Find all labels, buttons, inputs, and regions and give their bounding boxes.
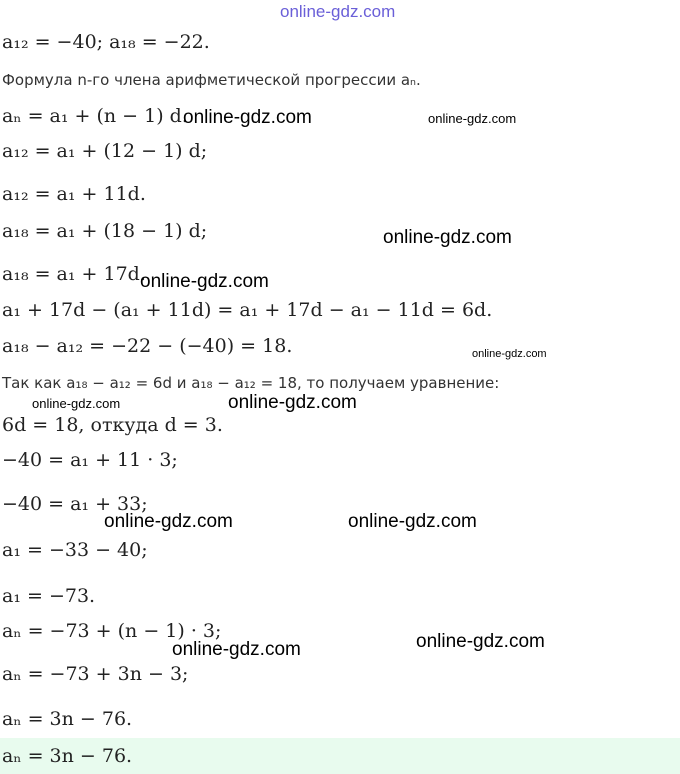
formula-caption: Формула n-го члена арифметической прогрессии aₙ. — [2, 71, 421, 89]
given-values: a₁₂ = −40; a₁₈ = −22. — [2, 31, 210, 53]
watermark: online-gdz.com — [32, 396, 121, 411]
equation-line: 6d = 18, откуда d = 3. — [2, 414, 223, 436]
watermark: online-gdz.com — [383, 227, 512, 248]
equation-line: a₁₈ = a₁ + (18 − 1) d; — [2, 220, 208, 242]
reasoning-text: Так как a₁₈ − a₁₂ = 6d и a₁₈ − a₁₂ = 18, то получаем уравнение: — [2, 374, 500, 392]
watermark: online-gdz.com — [228, 392, 357, 413]
equation-line: aₙ = 3n − 76. — [2, 708, 133, 730]
equation-line: a₁₂ = a₁ + (12 − 1) d; — [2, 140, 208, 162]
watermark: online-gdz.com — [416, 631, 545, 652]
equation-line: a₁₂ = a₁ + 11d. — [2, 183, 146, 205]
watermark: online-gdz.com — [104, 511, 233, 532]
equation-line: aₙ = −73 + (n − 1) · 3; — [2, 620, 222, 642]
equation-line: −40 = a₁ + 11 · 3; — [2, 449, 178, 471]
final-answer: aₙ = 3n − 76. — [2, 745, 133, 767]
equation-line: a₁₈ − a₁₂ = −22 − (−40) = 18. — [2, 335, 293, 357]
equation-line: a₁ = −73. — [2, 585, 96, 607]
watermark: online-gdz.com — [428, 111, 517, 126]
watermark: online-gdz.com — [172, 639, 301, 660]
equation-line: a₁ = −33 − 40; — [2, 539, 148, 561]
watermark: online-gdz.com — [183, 107, 312, 128]
watermark: online-gdz.com — [472, 348, 547, 360]
equation-line: a₁₈ = a₁ + 17d. — [2, 263, 146, 285]
equation-line: a₁ + 17d − (a₁ + 11d) = a₁ + 17d − a₁ − 11d = 6d. — [2, 299, 493, 321]
watermark: online-gdz.com — [140, 271, 269, 292]
equation-line: −40 = a₁ + 33; — [2, 493, 148, 515]
watermark: online-gdz.com — [348, 511, 477, 532]
watermark: online-gdz.com — [280, 2, 396, 21]
equation-line: aₙ = a₁ + (n − 1) d. — [2, 105, 188, 127]
equation-line: aₙ = −73 + 3n − 3; — [2, 663, 189, 685]
